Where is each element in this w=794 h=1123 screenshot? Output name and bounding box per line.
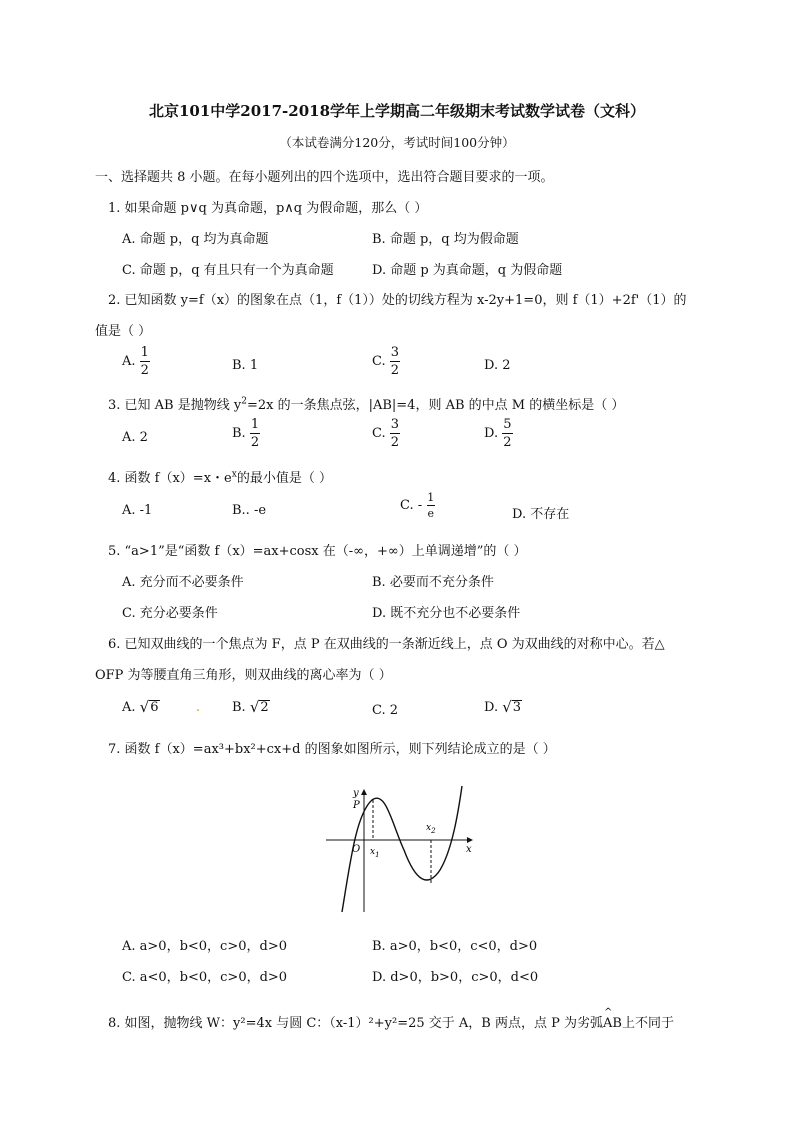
- q6-a-radicand: 6: [150, 700, 159, 715]
- page-title: 北京101中学2017-2018学年上学期高二年级期末考试数学试卷（文科）: [148, 102, 646, 120]
- q3-stem-pre: 3. 已知 AB 是抛物线 y: [108, 398, 242, 413]
- q2-option-d: D. 2: [484, 358, 511, 373]
- q4-c-denominator: e: [427, 507, 435, 520]
- q1-option-c: C. 命题 p，q 有且只有一个为真命题: [122, 263, 334, 278]
- q7-cubic-graph: [320, 784, 480, 914]
- q3-option-d: [484, 418, 513, 449]
- q1-stem: 1. 如果命题 p∨q 为真命题，p∧q 为假命题，那么（ ）: [108, 201, 428, 216]
- q4-option-a: A. -1: [122, 503, 153, 518]
- arc-hat: ^: [604, 1007, 613, 1018]
- q6-stray-dot: .: [196, 700, 201, 715]
- q3-option-b-fraction: [250, 418, 260, 449]
- q3-stem-exponent: 2: [241, 396, 247, 407]
- q5-option-c: C. 充分必要条件: [122, 606, 218, 621]
- q7-option-a: A. a>0，b<0，c>0，d>0: [122, 939, 287, 954]
- q3-b-numerator: 1: [250, 417, 260, 432]
- q6-b-radicand: 2: [260, 700, 269, 715]
- q3-d-denominator: 2: [503, 435, 512, 450]
- q3-c-numerator: 3: [390, 417, 400, 432]
- q2-a-denominator: 2: [140, 363, 149, 378]
- q8-stem-pre: 8. 如图，抛物线 W：y²=4x 与圆 C：（x-1）²+y²=25 交于 A，B 两点，点 P 为劣弧: [108, 1016, 604, 1031]
- arc-ab-letters: AB: [603, 1016, 622, 1031]
- q2-option-a: [122, 346, 150, 377]
- q2-c-numerator: 3: [390, 345, 400, 360]
- q6-b-sqrt: √ 2: [249, 698, 269, 717]
- q8-stem: [108, 1007, 674, 1031]
- section-heading: 一、选择题共 8 小题。在每小题列出的四个选项中，选出符合题目要求的一项。: [95, 170, 554, 185]
- q1-option-b: B. 命题 p，q 均为假命题: [372, 232, 519, 247]
- q5-option-b: B. 必要而不充分条件: [372, 575, 494, 590]
- exam-subtitle: （本试卷满分120分，考试时间100分钟）: [279, 135, 515, 150]
- q3-option-b-label: B.: [232, 426, 246, 441]
- q6-option-a-label: A.: [122, 700, 136, 716]
- q3-option-c: [372, 418, 400, 449]
- q7-option-c: C. a<0，b<0，c>0，d>0: [122, 970, 288, 985]
- q6-a-sqrt: √ 6: [139, 698, 159, 717]
- x1-label-main: x: [370, 847, 376, 857]
- q4-stem-pre: 4. 函数 f（x）=x・e: [108, 471, 232, 486]
- q3-option-a: A. 2: [122, 430, 148, 445]
- q6-option-c: C. 2: [372, 703, 399, 718]
- origin-label: O: [352, 844, 361, 855]
- q4-c-numerator: 1: [427, 491, 435, 504]
- q4-option-c-fraction: [426, 492, 435, 519]
- q5-option-d: D. 既不充分也不必要条件: [372, 606, 521, 621]
- q3-stem: [108, 394, 624, 413]
- y-axis-label: y: [353, 788, 359, 799]
- q4-stem: [108, 467, 332, 486]
- q5-stem: 5. “a>1”是“函数 f（x）=ax+cosx 在（-∞，+∞）上单调递增”的（ ）: [108, 544, 527, 559]
- q4-option-d: D. 不存在: [512, 507, 570, 522]
- q7-stem: 7. 函数 f（x）=ax³+bx²+cx+d 的图象如图所示，则下列结论成立的是（ ）: [108, 742, 556, 757]
- x-axis-label: x: [466, 844, 472, 855]
- q3-option-d-label: D.: [484, 426, 499, 441]
- q3-c-denominator: 2: [390, 435, 400, 450]
- q2-stem-continued: 值是（ ）: [95, 324, 152, 339]
- q6-option-b-label: B.: [232, 700, 246, 716]
- q4-option-b: B.. -e: [232, 503, 267, 518]
- q3-option-b: [232, 418, 260, 449]
- q3-stem-post: =2x 的一条焦点弦，|AB|=4，则 AB 的中点 M 的横坐标是（ ）: [246, 398, 625, 413]
- q6-d-sqrt: √ 3: [502, 698, 522, 717]
- q3-option-d-fraction: [502, 418, 512, 449]
- q3-b-denominator: 2: [250, 435, 260, 450]
- q3-option-c-label: C.: [372, 426, 386, 441]
- q1-option-a: A. 命题 p，q 均为真命题: [122, 232, 269, 247]
- q6-option-b: [232, 700, 270, 715]
- x2-label-sub: 2: [431, 827, 436, 835]
- q2-option-a-fraction: [140, 346, 150, 377]
- q2-stem: 2. 已知函数 y=f（x）的图象在点（1，f（1））处的切线方程为 x-2y+1=0，则 f（1）+2f'（1）的: [108, 293, 687, 308]
- q3-d-numerator: 5: [503, 417, 512, 432]
- q4-stem-exponent: x: [231, 469, 237, 480]
- q6-stem-continued: OFP 为等腰直角三角形，则双曲线的离心率为（ ）: [95, 668, 392, 683]
- q7-option-b: B. a>0，b<0，c<0，d>0: [372, 939, 538, 954]
- q3-option-c-fraction: [390, 418, 400, 449]
- arc-ab: [603, 1007, 622, 1031]
- q2-option-c-fraction: [390, 346, 400, 377]
- x2-label: [426, 823, 436, 835]
- q6-stem: 6. 已知双曲线的一个焦点为 F，点 P 在双曲线的一条渐近线上，点 O 为双曲线的对称中心。若△: [108, 637, 665, 652]
- q4-stem-post: 的最小值是（ ）: [236, 471, 332, 486]
- q4-option-c-label: C. -: [400, 498, 423, 513]
- q6-d-radicand: 3: [512, 700, 522, 715]
- q2-option-a-label: A.: [122, 354, 136, 369]
- q7-option-d: D. d>0，b>0，c>0，d<0: [372, 970, 539, 985]
- q2-option-b: B. 1: [232, 358, 259, 373]
- q5-option-a: A. 充分而不必要条件: [122, 575, 244, 590]
- q8-stem-post: 上不同于: [621, 1016, 674, 1031]
- q4-option-c: [400, 492, 435, 519]
- point-p-label: P: [353, 800, 360, 811]
- q6-option-d: [484, 700, 522, 715]
- q6-option-a: [122, 700, 160, 715]
- q1-option-d: D. 命题 p 为真命题，q 为假命题: [372, 263, 563, 278]
- x1-label: [370, 847, 380, 859]
- q2-option-c: [372, 346, 400, 377]
- q6-option-d-label: D.: [484, 700, 499, 716]
- x1-label-sub: 1: [375, 851, 380, 859]
- q2-option-c-label: C.: [372, 354, 386, 369]
- q2-a-numerator: 1: [140, 345, 149, 360]
- q2-c-denominator: 2: [390, 363, 400, 378]
- x2-label-main: x: [426, 823, 432, 833]
